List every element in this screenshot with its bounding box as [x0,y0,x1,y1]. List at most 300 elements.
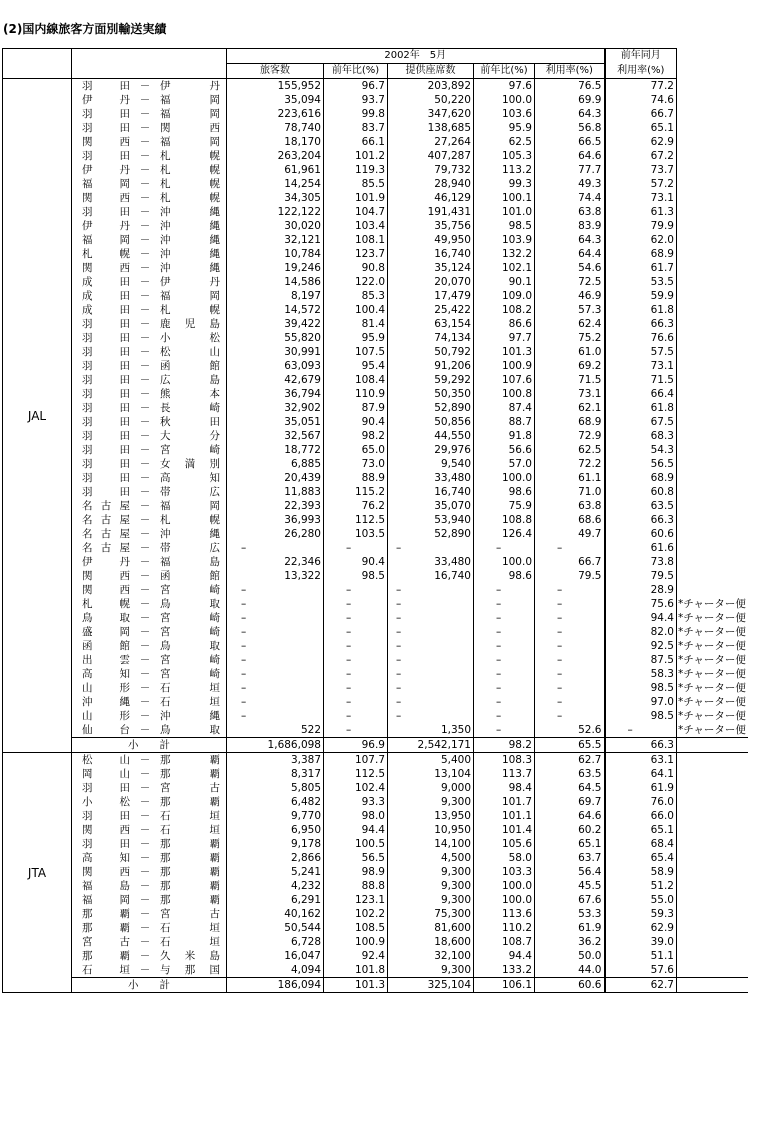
cell-prev-lf: 60.8 [605,485,677,499]
charter-note [677,837,748,851]
cell-lf: 77.7 [535,163,605,177]
route-separator: － [139,528,151,540]
cell-pax-yoy: 112.5 [324,767,388,781]
route-cell [72,373,227,387]
cell-prev-lf: 56.5 [605,457,677,471]
route-separator: － [139,754,151,766]
subtotal-label: 小 計 [72,978,227,993]
cell-lf: 83.9 [535,219,605,233]
subtotal-row [3,978,748,993]
cell-seats: 16,740 [388,569,474,583]
route-separator: － [139,796,151,808]
cell-seats: 75,300 [388,907,474,921]
table-row [3,317,748,331]
cell-lf: 72.2 [535,457,605,471]
cell-pax: 4,094 [227,963,324,978]
route-destination: 沖 縄 [160,220,220,232]
route-cell [72,345,227,359]
charter-note [677,289,748,303]
route-cell [72,121,227,135]
route-origin: 伊 丹 [82,94,130,106]
cell-pax: 11,883 [227,485,324,499]
cell-lf: – [535,639,605,653]
cell-seats-yoy: – [474,709,535,723]
cell-seats-yoy: 88.7 [474,415,535,429]
route-separator: － [139,136,151,148]
cell-pax-yoy: 99.8 [324,107,388,121]
charter-note [677,809,748,823]
route-destination: 那 覇 [160,838,220,850]
route-destination: 長 崎 [160,402,220,414]
route-destination: 沖 縄 [160,234,220,246]
route-origin: 盛 岡 [82,626,130,638]
route-cell [72,275,227,289]
route-origin: 高 知 [82,852,130,864]
cell-pax: 22,346 [227,555,324,569]
cell-seats: 17,479 [388,289,474,303]
cell-seats-yoy: 94.4 [474,949,535,963]
subtotal-lf: 65.5 [535,738,605,753]
cell-seats: 33,480 [388,555,474,569]
cell-pax-yoy: 108.5 [324,921,388,935]
cell-seats-yoy: 108.8 [474,513,535,527]
cell-pax: 14,254 [227,177,324,191]
table-row [3,865,748,879]
route-cell [72,893,227,907]
cell-lf: 50.0 [535,949,605,963]
cell-pax: 3,387 [227,753,324,768]
table-row [3,893,748,907]
cell-prev-lf: 66.7 [605,107,677,121]
cell-pax: 30,020 [227,219,324,233]
route-destination: 高 知 [160,472,220,484]
transport-table [2,48,748,993]
cell-pax-yoy: 107.7 [324,753,388,768]
cell-prev-lf: 73.7 [605,163,677,177]
cell-pax: 16,047 [227,949,324,963]
cell-prev-lf: 61.3 [605,205,677,219]
cell-lf: 57.3 [535,303,605,317]
cell-prev-lf: 51.2 [605,879,677,893]
charter-note [677,471,748,485]
route-separator: － [139,570,151,582]
cell-seats: 32,100 [388,949,474,963]
cell-seats: 9,300 [388,865,474,879]
route-origin: 福 岡 [82,178,130,190]
table-row [3,667,748,681]
table-row [3,163,748,177]
route-origin: 関 西 [82,824,130,836]
route-destination: 宮 古 [160,782,220,794]
cell-seats-yoy: 126.4 [474,527,535,541]
cell-pax-yoy: 85.3 [324,289,388,303]
cell-seats: 10,950 [388,823,474,837]
col-header-seats-yoy: 前年比(%) [474,64,535,79]
route-cell [72,471,227,485]
cell-seats-yoy: 100.1 [474,191,535,205]
cell-pax: 14,586 [227,275,324,289]
table-row [3,583,748,597]
cell-prev-lf: 68.4 [605,837,677,851]
cell-prev-lf: 61.7 [605,261,677,275]
route-destination: 福 岡 [160,136,220,148]
cell-pax-yoy: 83.7 [324,121,388,135]
cell-seats: 9,300 [388,893,474,907]
cell-pax-yoy: 115.2 [324,485,388,499]
route-destination: 伊 丹 [160,276,220,288]
cell-prev-lf: 60.6 [605,527,677,541]
route-cell [72,935,227,949]
cell-prev-lf: 79.5 [605,569,677,583]
route-cell [72,795,227,809]
route-separator: － [139,894,151,906]
route-cell [72,555,227,569]
cell-seats-yoy: – [474,611,535,625]
route-destination: 沖 縄 [160,528,220,540]
cell-pax-yoy: 76.2 [324,499,388,513]
cell-lf: 49.7 [535,527,605,541]
route-cell [72,135,227,149]
route-destination: 帯 広 [160,542,220,554]
route-cell [72,709,227,723]
cell-lf: 61.0 [535,345,605,359]
route-destination: 大 分 [160,430,220,442]
charter-note [677,457,748,471]
charter-note: *チャーター便 [678,710,746,722]
charter-note [677,345,748,359]
route-separator: － [139,724,151,736]
route-cell [72,583,227,597]
cell-prev-lf: 66.3 [605,317,677,331]
cell-lf: – [535,681,605,695]
table-row [3,949,748,963]
table-row [3,471,748,485]
cell-lf: 72.9 [535,429,605,443]
route-cell [72,625,227,639]
cell-prev-lf: 67.2 [605,149,677,163]
cell-lf: 66.5 [535,135,605,149]
cell-pax: 122,122 [227,205,324,219]
route-cell [72,79,227,94]
route-separator: － [139,668,151,680]
cell-seats-yoy: 87.4 [474,401,535,415]
charter-note [677,513,748,527]
table-row [3,611,748,625]
route-origin: 名 古 屋 [82,528,130,540]
cell-pax: 6,482 [227,795,324,809]
cell-seats: 50,350 [388,387,474,401]
cell-pax: 6,291 [227,893,324,907]
route-origin: 羽 田 [82,486,130,498]
cell-seats-yoy: 105.3 [474,149,535,163]
cell-seats-yoy: 57.0 [474,457,535,471]
route-cell [72,767,227,781]
charter-note [677,79,748,94]
charter-note [677,191,748,205]
cell-seats: 50,856 [388,415,474,429]
cell-lf: 73.1 [535,387,605,401]
subtotal-pax: 186,094 [227,978,324,993]
cell-seats-yoy: 91.8 [474,429,535,443]
table-row [3,331,748,345]
cell-pax: 36,794 [227,387,324,401]
cell-seats: 9,300 [388,795,474,809]
charter-note [677,429,748,443]
cell-prev-lf: 67.5 [605,415,677,429]
route-separator: － [139,206,151,218]
cell-pax: 36,993 [227,513,324,527]
charter-note: *チャーター便 [678,626,746,638]
route-origin: 成 田 [82,276,130,288]
cell-lf: 69.9 [535,93,605,107]
cell-pax-yoy: 122.0 [324,275,388,289]
route-separator: － [139,852,151,864]
cell-prev-lf: 54.3 [605,443,677,457]
cell-pax-yoy: 112.5 [324,513,388,527]
cell-seats: – [388,583,474,597]
route-cell [72,387,227,401]
route-cell [72,303,227,317]
cell-lf: 44.0 [535,963,605,978]
route-destination: 札 幌 [160,178,220,190]
route-cell [72,107,227,121]
route-destination: 那 覇 [160,894,220,906]
cell-pax-yoy: 94.4 [324,823,388,837]
route-cell [72,569,227,583]
cell-prev-lf: 87.5 [605,653,677,667]
cell-lf: 61.9 [535,921,605,935]
table-row [3,275,748,289]
cell-prev-lf: 66.3 [605,513,677,527]
cell-prev-lf: 77.2 [605,79,677,94]
cell-lf: 62.4 [535,317,605,331]
table-row [3,653,748,667]
cell-lf: 64.4 [535,247,605,261]
charter-note: *チャーター便 [678,612,746,624]
table-row [3,485,748,499]
charter-note: *チャーター便 [678,640,746,652]
cell-seats-yoy: 101.1 [474,809,535,823]
table-row [3,261,748,275]
cell-pax-yoy: – [324,695,388,709]
cell-seats-yoy: 103.3 [474,865,535,879]
header-blank [72,49,227,64]
cell-prev-lf: 39.0 [605,935,677,949]
route-origin: 羽 田 [82,346,130,358]
charter-note [677,583,748,597]
cell-pax: – [227,653,324,667]
cell-seats-yoy: 101.3 [474,345,535,359]
cell-seats-yoy: 113.7 [474,767,535,781]
table-row [3,457,748,471]
route-separator: － [139,192,151,204]
cell-pax-yoy: 100.4 [324,303,388,317]
route-origin: 羽 田 [82,430,130,442]
table-row [3,513,748,527]
route-separator: － [139,682,151,694]
route-separator: － [139,332,151,344]
cell-prev-lf: 63.5 [605,499,677,513]
cell-pax-yoy: – [324,625,388,639]
route-destination: 那 覇 [160,768,220,780]
cell-seats: – [388,611,474,625]
cell-seats-yoy: 98.5 [474,219,535,233]
route-separator: － [139,486,151,498]
cell-lf: – [535,541,605,555]
cell-pax-yoy: 65.0 [324,443,388,457]
cell-seats: 16,740 [388,485,474,499]
cell-prev-lf: 59.3 [605,907,677,921]
cell-prev-lf: 65.1 [605,121,677,135]
cell-seats-yoy: 113.6 [474,907,535,921]
cell-lf: 64.5 [535,781,605,795]
route-origin: 札 幌 [82,598,130,610]
route-origin: 名 古 屋 [82,500,130,512]
route-destination: 札 幌 [160,192,220,204]
route-origin: 宮 古 [82,936,130,948]
cell-pax: 5,241 [227,865,324,879]
route-destination: 宮 崎 [160,654,220,666]
subtotal-seats: 325,104 [388,978,474,993]
route-cell [72,401,227,415]
cell-seats-yoy: 100.0 [474,879,535,893]
table-row [3,93,748,107]
cell-seats-yoy: – [474,723,535,738]
route-origin: 羽 田 [82,444,130,456]
charter-note [677,555,748,569]
route-destination: 沖 縄 [160,206,220,218]
cell-prev-lf: 74.6 [605,93,677,107]
route-separator: － [139,542,151,554]
route-destination: 石 垣 [160,682,220,694]
charter-note [677,387,748,401]
route-origin: 伊 丹 [82,220,130,232]
cell-prev-lf: 82.0 [605,625,677,639]
cell-seats-yoy: – [474,653,535,667]
route-destination: 関 西 [160,122,220,134]
cell-pax: – [227,597,324,611]
cell-seats: 25,422 [388,303,474,317]
route-cell [72,457,227,471]
route-origin: 那 覇 [82,922,130,934]
route-cell [72,499,227,513]
cell-pax-yoy: 100.9 [324,935,388,949]
cell-prev-lf: – [605,723,677,738]
table-row [3,303,748,317]
route-separator: － [139,416,151,428]
cell-pax-yoy: 103.4 [324,219,388,233]
route-destination: 鳥 取 [160,640,220,652]
cell-seats-yoy: 108.3 [474,753,535,768]
route-origin: 福 島 [82,880,130,892]
cell-pax: – [227,611,324,625]
table-row [3,387,748,401]
charter-note [677,121,748,135]
table-row [3,527,748,541]
route-cell [72,163,227,177]
cell-seats: 35,756 [388,219,474,233]
cell-lf: 65.1 [535,837,605,851]
route-separator: － [139,810,151,822]
table-row [3,345,748,359]
cell-seats-yoy: 86.6 [474,317,535,331]
charter-note: *チャーター便 [678,668,746,680]
route-cell [72,317,227,331]
charter-note [677,499,748,513]
route-destination: 松 山 [160,346,220,358]
route-cell [72,823,227,837]
cell-lf: 68.6 [535,513,605,527]
table-row [3,149,748,163]
route-origin: 羽 田 [82,782,130,794]
cell-pax: 18,170 [227,135,324,149]
cell-seats-yoy: – [474,681,535,695]
charter-note [677,107,748,121]
cell-pax-yoy: 119.3 [324,163,388,177]
cell-pax-yoy: 56.5 [324,851,388,865]
charter-note [677,767,748,781]
cell-seats-yoy: 97.6 [474,79,535,94]
route-origin: 羽 田 [82,206,130,218]
table-row [3,767,748,781]
charter-note [677,907,748,921]
route-cell [72,261,227,275]
cell-pax-yoy: 100.5 [324,837,388,851]
route-origin: 山 形 [82,682,130,694]
cell-prev-lf: 98.5 [605,709,677,723]
cell-seats-yoy: 95.9 [474,121,535,135]
route-destination: 沖 縄 [160,262,220,274]
table-row [3,851,748,865]
route-cell [72,289,227,303]
cell-seats: – [388,639,474,653]
period-header: 2002年 5月 [227,49,605,64]
page-title: (2)国内線旅客方面別輸送実績 [3,22,167,36]
cell-seats-yoy: 100.8 [474,387,535,401]
table-row [3,753,748,768]
charter-note [677,921,748,935]
cell-prev-lf: 75.6 [605,597,677,611]
route-origin: 岡 山 [82,768,130,780]
cell-pax-yoy: 92.4 [324,949,388,963]
cell-pax-yoy: – [324,597,388,611]
cell-pax-yoy: – [324,639,388,653]
cell-prev-lf: 53.5 [605,275,677,289]
route-destination: 函 館 [160,360,220,372]
cell-prev-lf: 59.9 [605,289,677,303]
cell-seats: – [388,625,474,639]
prev-header: 前年同月 [605,49,677,64]
table-row [3,443,748,457]
route-cell [72,921,227,935]
cell-prev-lf: 28.9 [605,583,677,597]
route-cell [72,639,227,653]
cell-pax: 155,952 [227,79,324,94]
route-separator: － [139,782,151,794]
route-separator: － [139,514,151,526]
cell-pax: 2,866 [227,851,324,865]
route-cell [72,753,227,768]
cell-lf: 76.5 [535,79,605,94]
cell-prev-lf: 97.0 [605,695,677,709]
cell-lf: 49.3 [535,177,605,191]
cell-lf: 75.2 [535,331,605,345]
charter-note [677,261,748,275]
route-origin: 名 古 屋 [82,514,130,526]
cell-pax: 42,679 [227,373,324,387]
table-row [3,191,748,205]
route-separator: － [139,640,151,652]
